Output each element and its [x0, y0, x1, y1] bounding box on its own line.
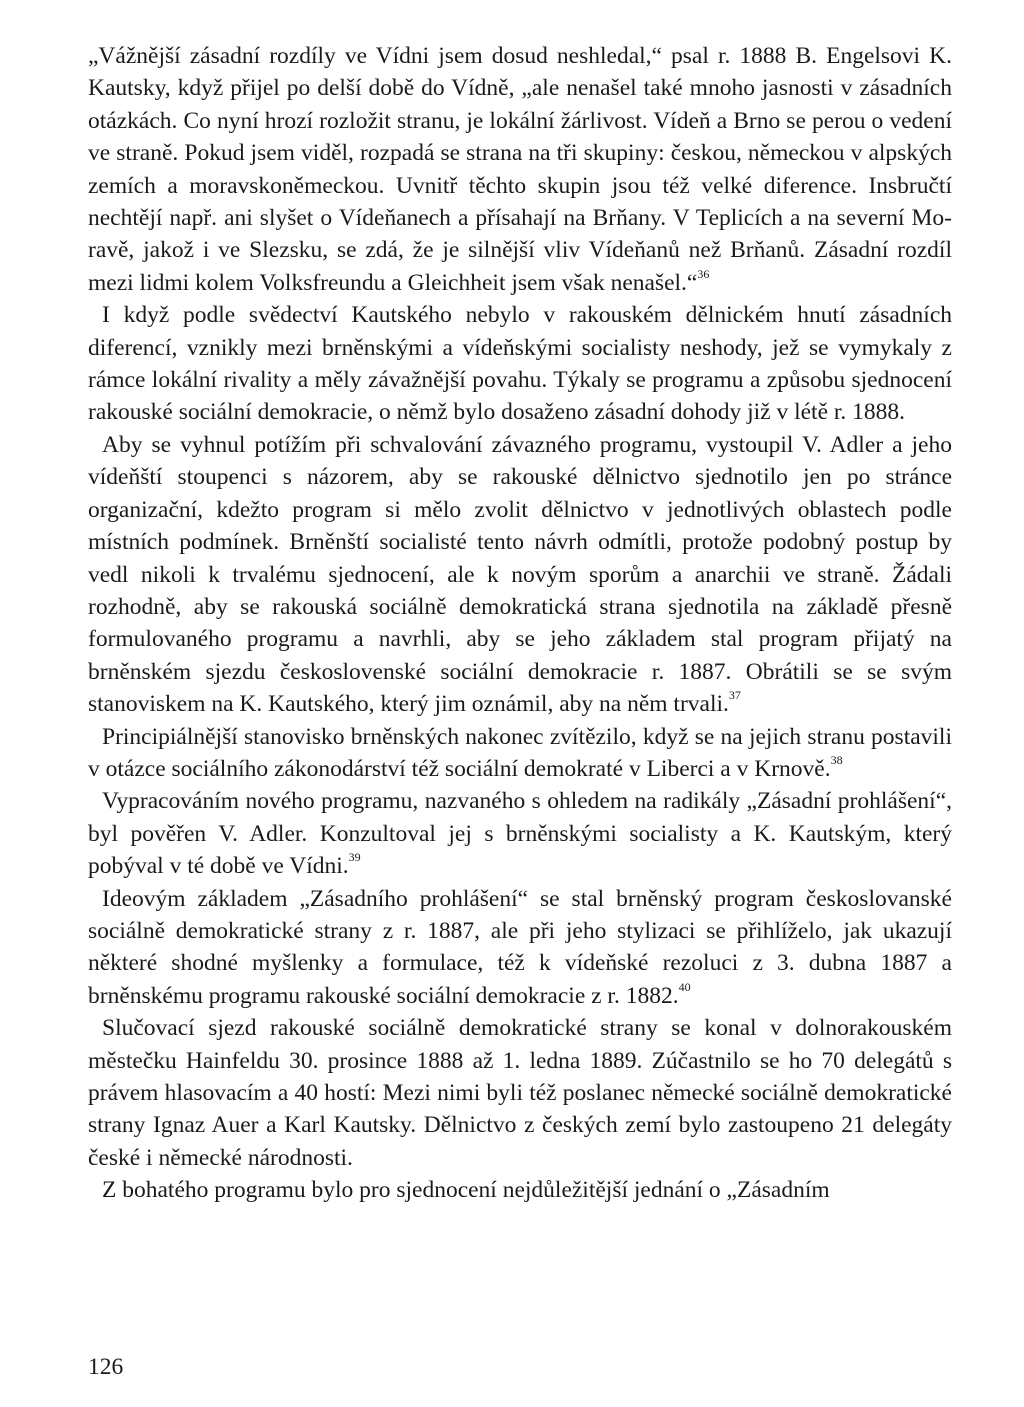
paragraph-text: Ideovým základem „Zásadního prohlášení“ se stal brněnský program českoslovanské sociálně demokratické strany z r. 1887, ale při jeho stylizaci se přihlíželo, jak ukazují některé shodné myšlenky a formulace, též k vídeňské rezoluci z 3. dubna 1887 a brněnskému programu rakouské sociální demokracie z r. 1882. — [88, 885, 952, 1009]
paragraph-3 — [88, 429, 952, 721]
footnote-ref-38: 38 — [830, 753, 843, 768]
paragraph-text: Aby se vyhnul potížím při schvalování závazného programu, vystoupil V. Adler a jeho vídeňští stoupenci s názorem, aby se rakouské dělnictvo sjednotilo jen po stránce organizační, kdežto program si mělo zvolit dělnictvo v jednotlivých oblastech podle místních podmínek. Brněnští socialisté tento návrh odmítli, protože podobný postup by vedl nikoli k trvalému sjednocení, ale k novým sporům a anarchii ve straně. Žádali rozhodně, aby se rakouská sociálně demokratická strana sjednotila na základě přesně formulovaného programu a navrhli, aby se jeho základem stal program přijatý na brněnském sjezdu československé sociální demokracie r. 1887. Obrátili se se svým stanoviskem na K. Kautského, který jim oznámil, aby na něm trvali. — [88, 431, 952, 718]
paragraph-2 — [88, 299, 952, 429]
paragraph-text: I když podle svědectví Kautského nebylo v rakouském dělnickém hnutí zásadních diferencí, vznikly mezi brněnskými a vídeňskými socialisty neshody, jež se vymykaly z rámce lokální rivality a měly závažnější povahu. Týkaly se programu a způsobu sjednocení rakouské sociální demokracie, o němž bylo dosaženo zásadní dohody již v létě r. 1888. — [88, 302, 952, 426]
paragraph-text: Vypracováním nového programu, nazvaného s ohledem na radikály „Zásadní prohlášení“, byl pověřen V. Adler. Konzultoval jej s brněnskými socialisty a K. Kautským, který pobýval v té době ve Vídni. — [88, 788, 952, 880]
paragraph-text: Slučovací sjezd rakouské sociálně demokratické strany se konal v dolnorakouském městečku Hainfeldu 30. prosince 1888 až 1. ledna 1889. Zúčastnilo se ho 70 delegátů s právem hlasovacím a 40 hostí: Mezi nimi byli též poslanec německé sociálně demokratické strany Ignaz Auer a Karl Kautsky. Dělnictvo z českých zemí bylo zastoupeno 21 delegáty české i německé národnosti. — [88, 1015, 952, 1171]
footnote-ref-40: 40 — [678, 979, 691, 994]
paragraph-6 — [88, 883, 952, 1013]
page-number: 126 — [88, 1354, 124, 1380]
paragraph-text: „Vážnější zásadní rozdíly ve Vídni jsem dosud neshledal,“ psal r. 1888 B. Engelsovi K. Kautsky, když přijel po delší době do Vídně, „ale nenašel také mnoho jasnosti v zásadních otázkách. Co nyní hrozí rozložit stranu, je lokální žárlivost. Vídeň a Brno se perou o vedení ve straně. Pokud jsem viděl, rozpadá se strana na tři skupiny: českou, německou v alpských zemích a moravskoněmeckou. Uvnitř těchto skupin jsou též velké diference. Insbručtí nechtějí např. ani slyšet o Vídeňanech a přísahají na Brňany. V Teplicích a na severní Moravě, jakož i ve Slezsku, se zdá, že je silnější vliv Vídeňanů než Brňanů. Zásadní rozdíl mezi lidmi kolem Volksfreundu a Gleichheit jsem však nenašel.“ — [88, 43, 952, 296]
paragraph-8 — [88, 1174, 952, 1206]
footnote-ref-37: 37 — [728, 688, 741, 703]
page-body — [88, 40, 952, 1207]
paragraph-7 — [88, 1012, 952, 1174]
paragraph-text: Z bohatého programu bylo pro sjednocení nejdůležitější jednání o „Zásadním — [102, 1177, 830, 1204]
paragraph-5 — [88, 785, 952, 882]
paragraph-1 — [88, 40, 952, 299]
paragraph-text: Principiálnější stanovisko brněnských nakonec zvítězilo, když se na jejich stranu postavili v otázce sociálního zákonodárství též sociální demokraté v Liberci a v Krnově. — [88, 723, 952, 782]
footnote-ref-39: 39 — [348, 850, 361, 865]
paragraph-4 — [88, 721, 952, 786]
footnote-ref-36: 36 — [697, 267, 710, 282]
